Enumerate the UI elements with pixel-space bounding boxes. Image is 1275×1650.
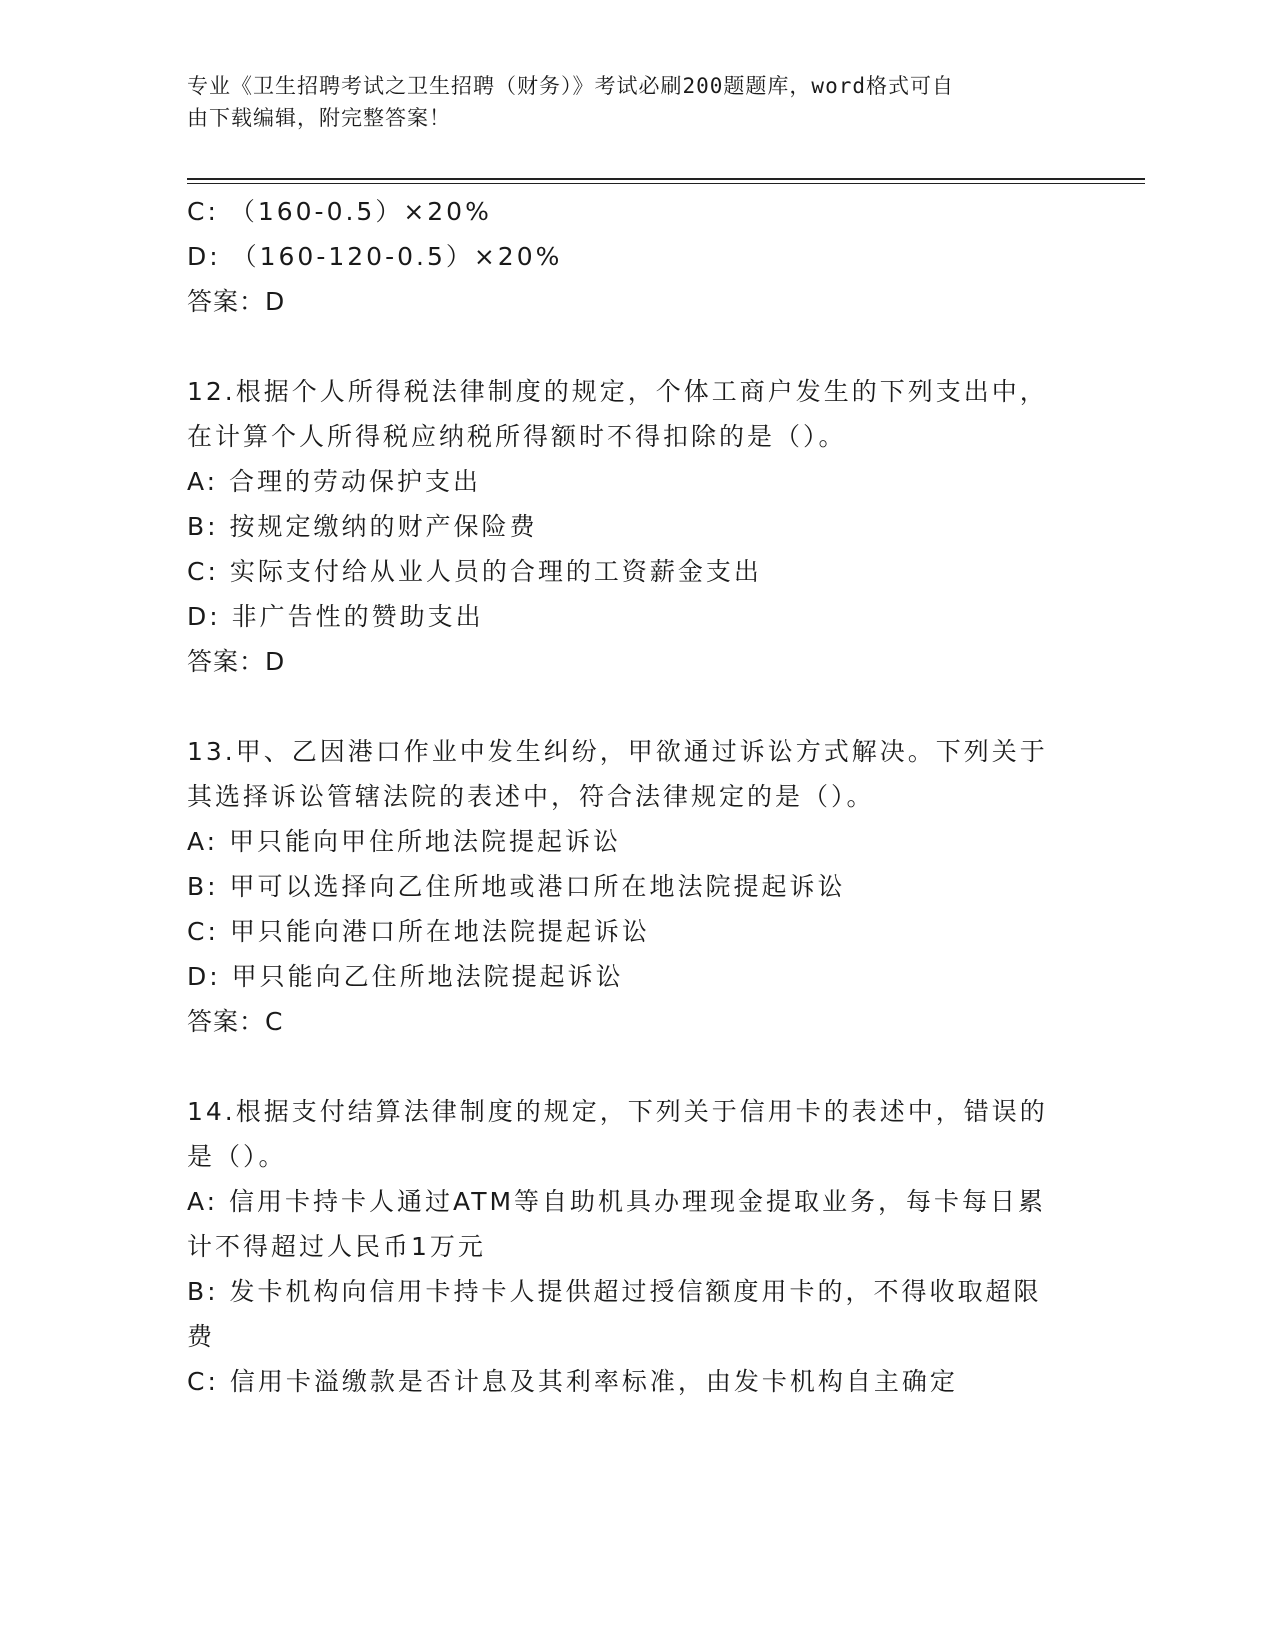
option-b-cont: 费 [187,1322,216,1351]
question-stem: 13.甲、乙因港口作业中发生纠纷，甲欲通过诉讼方式解决。下列关于 [187,737,1048,766]
option-d: D: 非广告性的赞助支出 [187,602,484,631]
question-content [187,189,1067,1404]
question-13 [187,729,1067,1044]
option-d: D: 甲只能向乙住所地法院提起诉讼 [187,962,624,991]
answer: 答案：C [187,1007,284,1036]
header-line-1: 专业《卫生招聘考试之卫生招聘（财务）》考试必刷200题题库，word格式可自 [187,74,954,98]
option-d: D: （160-120-0.5）×20% [187,242,563,271]
document-header [187,70,1067,134]
option-b: B: 发卡机构向信用卡持卡人提供超过授信额度用卡的，不得收取超限 [187,1277,1042,1306]
question-12 [187,369,1067,684]
question-stem-cont: 是（）。 [187,1142,287,1171]
question-stem-cont: 在计算个人所得税应纳税所得额时不得扣除的是（）。 [187,422,847,451]
option-a: A: 甲只能向甲住所地法院提起诉讼 [187,827,622,856]
question-11-tail [187,189,1067,324]
answer: 答案：D [187,647,286,676]
answer: 答案：D [187,287,286,316]
header-divider-thin [187,183,1145,184]
header-divider-thick [187,178,1145,180]
option-b: B: 甲可以选择向乙住所地或港口所在地法院提起诉讼 [187,872,846,901]
option-a-cont: 计不得超过人民币1万元 [187,1232,486,1261]
option-c: C: （160-0.5）×20% [187,197,492,226]
option-c: C: 甲只能向港口所在地法院提起诉讼 [187,917,650,946]
option-a: A: 合理的劳动保护支出 [187,467,482,496]
header-line-2: 由下载编辑，附完整答案！ [187,106,451,130]
question-stem-cont: 其选择诉讼管辖法院的表述中，符合法律规定的是（）。 [187,782,875,811]
question-stem: 12.根据个人所得税法律制度的规定，个体工商户发生的下列支出中， [187,377,1048,406]
question-14 [187,1089,1067,1404]
question-stem: 14.根据支付结算法律制度的规定，下列关于信用卡的表述中，错误的 [187,1097,1048,1126]
option-c: C: 信用卡溢缴款是否计息及其利率标准，由发卡机构自主确定 [187,1367,958,1396]
option-b: B: 按规定缴纳的财产保险费 [187,512,538,541]
option-a: A: 信用卡持卡人通过ATM等自助机具办理现金提取业务，每卡每日累 [187,1187,1047,1216]
option-c: C: 实际支付给从业人员的合理的工资薪金支出 [187,557,762,586]
